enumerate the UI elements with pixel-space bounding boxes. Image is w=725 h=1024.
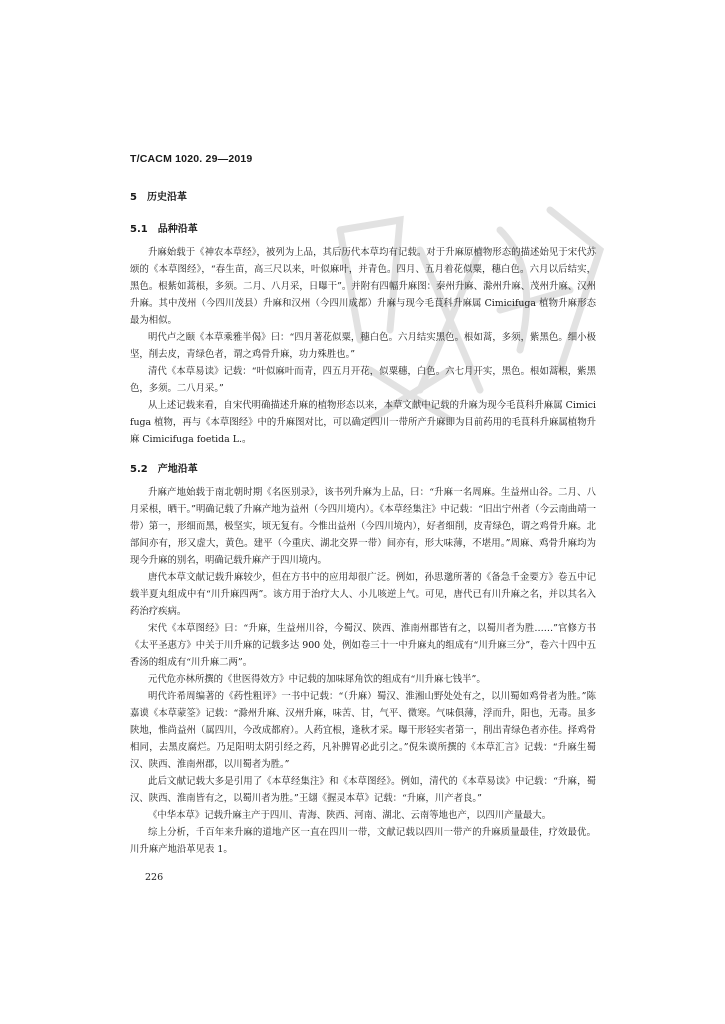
main-content xyxy=(130,188,596,858)
subsection-title: 5.1 品种沿革 xyxy=(130,224,198,235)
standard-code: T/CACM 1020. 29—2019 xyxy=(130,153,253,165)
paragraph: 明代许希周编著的《药性粗评》一书中记载：“（升麻）蜀汉、淮湘山野处处有之，以川蜀如鸡骨者为胜。”陈嘉谟《本草蒙筌》记载：“滁州升麻、汉州升麻，味苦、甘，气平、微寒。气味俱薄，浮而升，阳也，无毒。虽多陕地，惟尚益州（属四川，今改成都府）。人药宜根，逢秋才采。曝干形轻实者第一，削出青绿色者亦佳。择鸡骨相同，去黑皮腐烂。乃足阳明太阴引经之药，凡补脾胃必此引之。”倪朱谟所撰的《本草汇言》记载：“升麻生蜀汉、陕西、淮南州郡，以川蜀者为胜。” xyxy=(130,691,596,770)
paragraph: 综上分析，千百年来升麻的道地产区一直在四川一带，文献记载以四川一带产的升麻质量最佳，疗效最优。川升麻产地沿革见表 1。 xyxy=(130,827,596,855)
paragraph: 元代危亦林所撰的《世医得效方》中记载的加味犀角饮的组成有“川升麻七钱半”。 xyxy=(148,674,486,685)
paragraph: 明代卢之颐《本草乘雅半偈》曰：“四月著花似粟，穗白色。六月结实黑色。根如蒿，多须，紫黑色。细小极坚，削去皮，青绿色者，谓之鸡骨升麻，功力殊胜也。” xyxy=(130,332,596,360)
page-number: 226 xyxy=(145,872,164,883)
paragraph: 此后文献记载大多是引用了《本草经集注》和《本草图经》。例如，清代的《本草易读》中记载：“升麻，蜀汉、陕西、淮南皆有之，以蜀川者为胜。”王翃《握灵本草》记载：“升麻，川产者良。” xyxy=(130,776,596,804)
paragraph: 升麻产地始载于南北朝时期《名医别录》，该书列升麻为上品，曰：“升麻一名周麻。生益州山谷。二月、八月采根，晒干。”明确记载了升麻产地为益州（今四川境内）。《本草经集注》中记载：“旧出宁州者（今云南曲靖一带）第一，形细而黑，极坚实，顷无复有。今惟出益州（今四川境内），好者细削，皮青绿色，谓之鸡骨升麻。北部间亦有，形又虚大，黄色。建平（今重庆、湖北交界一带）间亦有，形大味薄，不堪用。”周麻、鸡骨升麻均为现今升麻的别名，明确记载升麻产于四川境内。 xyxy=(130,487,596,566)
section-title: 5 历史沿革 xyxy=(130,192,187,203)
paragraph: 从上述记载来看，自宋代明确描述升麻的植物形态以来，本草文献中记载的升麻为现今毛茛科升麻属 Cimicifuga 植物，再与《本草图经》中的升麻图对比，可以确定四川一带所产升麻即为目前药用的毛茛科升麻属植物升麻 Cimicifuga foetida L.。 xyxy=(130,400,596,445)
paragraph: 宋代《本草图经》曰：“升麻，生益州川谷，今蜀汉、陕西、淮南州郡皆有之，以蜀川者为胜……”官修方书《太平圣惠方》中关于川升麻的记载多达 900 处，例如卷三十一中升麻丸的组成有“川升麻三分”，卷六十四中五香汤的组成有“川升麻二两”。 xyxy=(130,623,596,668)
paragraph: 《中华本草》记载升麻主产于四川、青海、陕西、河南、湖北、云南等地也产，以四川产量最大。 xyxy=(148,810,552,821)
paragraph: 升麻始载于《神农本草经》，被列为上品，其后历代本草均有记载。对于升麻原植物形态的描述始见于宋代苏颂的《本草图经》，“春生苗，高三尺以来，叶似麻叶，并青色。四月、五月着花似粟，穗白色。六月以后结实，黑色。根紫如蒿根，多须。二月、八月采，日曝干”。并附有四幅升麻图：秦州升麻、滁州升麻、茂州升麻、汉州升麻。其中茂州（今四川茂县）升麻和汉州（今四川成都）升麻与现今毛茛科升麻属 Cimicifuga 植物升麻形态最为相似。 xyxy=(130,247,596,326)
paragraph: 唐代本草文献记载升麻较少，但在方书中的应用却很广泛。例如，孙思邈所著的《备急千金要方》卷五中记载半夏丸组成中有“川升麻四两”。该方用于治疗大人、小儿咳逆上气。可见，唐代已有川升麻之名，并以其名入药治疗疾病。 xyxy=(130,572,596,617)
subsection-title: 5.2 产地沿革 xyxy=(130,464,198,475)
paragraph: 清代《本草易读》记载：“叶似麻叶而青，四五月开花，似粟穗，白色。六七月开实，黑色。根如蒿根，紫黑色，多须。二八月采。” xyxy=(130,366,596,394)
